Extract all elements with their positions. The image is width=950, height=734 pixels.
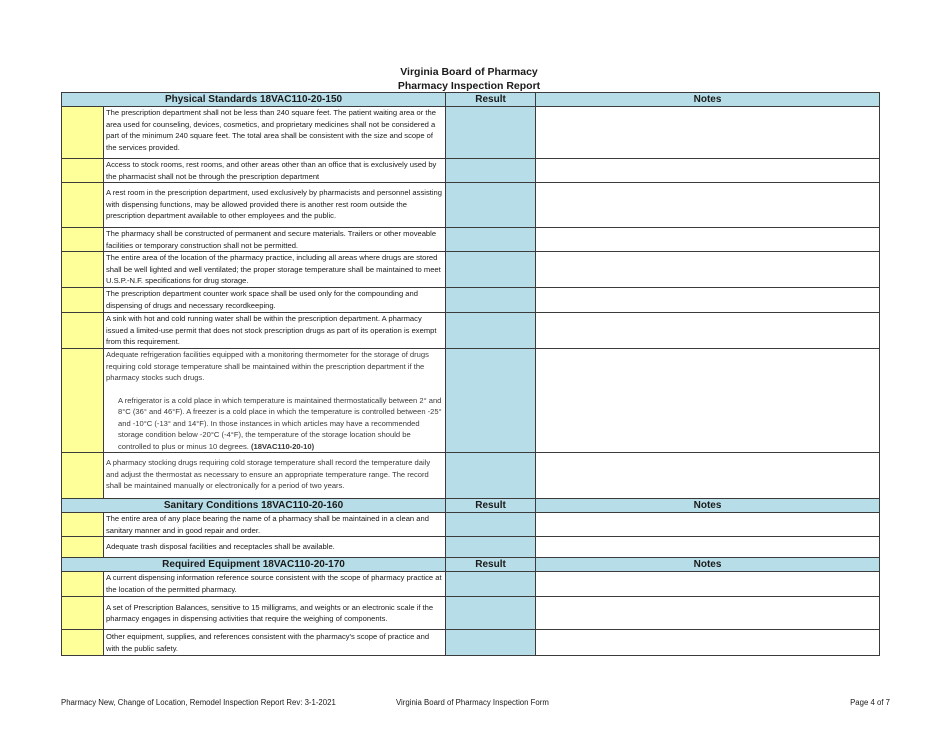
report-title: Virginia Board of Pharmacy — [400, 66, 538, 78]
result-cell[interactable] — [446, 453, 536, 499]
requirement-text: Adequate trash disposal facilities and receptacles shall be available. — [104, 537, 446, 558]
result-cell[interactable] — [446, 572, 536, 597]
report-subtitle: Pharmacy Inspection Report — [397, 80, 541, 92]
footer-page-number: Page 4 of 7 — [850, 698, 890, 707]
requirement-text: Adequate refrigeration facilities equipped with a monitoring thermometer for the storage of drugs requiring cold storage temperature shall be maintained within the prescription department if the pharmacy stocks such drugs. — [106, 350, 429, 382]
compliance-mark-cell[interactable] — [62, 630, 104, 656]
result-cell[interactable] — [446, 159, 536, 183]
compliance-mark-cell[interactable] — [62, 183, 104, 228]
table-row — [62, 107, 880, 159]
requirement-text: The prescription department counter work space shall be used only for the compounding and dispensing of drugs and necessary recordkeeping. — [104, 288, 446, 313]
notes-cell[interactable] — [536, 537, 880, 558]
table-row — [62, 288, 880, 313]
result-cell[interactable] — [446, 537, 536, 558]
section-title: Sanitary Conditions 18VAC110-20-160 — [62, 499, 446, 513]
requirement-text: A pharmacy stocking drugs requiring cold storage temperature shall record the temperature daily and adjust the thermostat as necessary to ensure an appropriate temperature range. The record shall be maintained manually or electronically for a period of two years. — [104, 453, 446, 499]
table-row — [62, 453, 880, 499]
notes-cell[interactable] — [536, 630, 880, 656]
compliance-mark-cell[interactable] — [62, 313, 104, 349]
table-row — [62, 252, 880, 288]
section-header-required-equipment — [62, 558, 880, 572]
table-row — [62, 630, 880, 656]
notes-cell[interactable] — [536, 313, 880, 349]
notes-cell[interactable] — [536, 159, 880, 183]
compliance-mark-cell[interactable] — [62, 349, 104, 453]
notes-cell[interactable] — [536, 572, 880, 597]
table-row — [62, 349, 880, 453]
refrigeration-requirement — [104, 349, 446, 453]
notes-cell[interactable] — [536, 107, 880, 159]
section-title: Required Equipment 18VAC110-20-170 — [62, 558, 446, 572]
citation: (18VAC110-20-10) — [250, 441, 315, 451]
notes-column-header: Notes — [536, 558, 880, 572]
footer-form-name: Virginia Board of Pharmacy Inspection Form — [396, 698, 549, 707]
requirement-text: The entire area of the location of the pharmacy practice, including all areas where drugs are stored shall be well lighted and well ventilated; the proper storage temperature shall be maintained to meet U.S.P.-N.F. specifications for drug storage. — [104, 252, 446, 288]
requirement-text: Other equipment, supplies, and references consistent with the pharmacy's scope of practice and with the public safety. — [104, 630, 446, 656]
result-cell[interactable] — [446, 228, 536, 252]
notes-cell[interactable] — [536, 288, 880, 313]
notes-cell[interactable] — [536, 228, 880, 252]
definition-text: A refrigerator is a cold place in which temperature is maintained thermostatically between 2° and 8°C (36° and 46°F). A freezer is a cold place in which the temperature is controlled between -25° and -10°C (-13° and 14°F). In those instances in which articles may have a recommended storage condition below -20°C (-4°F), the temperature of the storage location should be controlled to plus or minus 10 degrees. — [118, 395, 442, 451]
requirement-text: Access to stock rooms, rest rooms, and other areas other than an office that is exclusively used by the pharmacist shall not be through the prescription department — [104, 159, 446, 183]
compliance-mark-cell[interactable] — [62, 537, 104, 558]
compliance-mark-cell[interactable] — [62, 288, 104, 313]
compliance-mark-cell[interactable] — [62, 513, 104, 537]
table-row — [62, 313, 880, 349]
notes-column-header: Notes — [536, 499, 880, 513]
section-header-physical-standards — [62, 93, 880, 107]
result-column-header: Result — [446, 558, 536, 572]
result-cell[interactable] — [446, 288, 536, 313]
compliance-mark-cell[interactable] — [62, 228, 104, 252]
compliance-mark-cell[interactable] — [62, 107, 104, 159]
notes-column-header: Notes — [536, 93, 880, 107]
inspection-table — [61, 92, 880, 656]
result-column-header: Result — [446, 93, 536, 107]
footer-form-revision: Pharmacy New, Change of Location, Remodel Inspection Report Rev: 3-1-2021 — [61, 698, 336, 707]
compliance-mark-cell[interactable] — [62, 252, 104, 288]
result-cell[interactable] — [446, 252, 536, 288]
section-header-sanitary-conditions — [62, 499, 880, 513]
requirement-text: A set of Prescription Balances, sensitive to 15 milligrams, and weights or an electronic scale if the pharmacy engages in dispensing activities that require the weighing of components. — [104, 597, 446, 630]
requirement-text: A rest room in the prescription department, used exclusively by pharmacists and personnel assisting with dispensing functions, may be allowed provided there is another rest room outside the prescription department available to other employees and the public. — [104, 183, 446, 228]
notes-cell[interactable] — [536, 597, 880, 630]
result-cell[interactable] — [446, 630, 536, 656]
result-column-header: Result — [446, 499, 536, 513]
requirement-text: The entire area of any place bearing the name of a pharmacy shall be maintained in a clean and sanitary manner and in good repair and order. — [104, 513, 446, 537]
table-row — [62, 228, 880, 252]
requirement-text: A current dispensing information reference source consistent with the scope of pharmacy practice at the location of the permitted pharmacy. — [104, 572, 446, 597]
result-cell[interactable] — [446, 597, 536, 630]
compliance-mark-cell[interactable] — [62, 597, 104, 630]
notes-cell[interactable] — [536, 453, 880, 499]
compliance-mark-cell[interactable] — [62, 159, 104, 183]
compliance-mark-cell[interactable] — [62, 453, 104, 499]
notes-cell[interactable] — [536, 252, 880, 288]
requirement-text: The pharmacy shall be constructed of permanent and secure materials. Trailers or other moveable facilities or temporary construction shall not be permitted. — [104, 228, 446, 252]
section-title: Physical Standards 18VAC110-20-150 — [62, 93, 446, 107]
table-row — [62, 572, 880, 597]
table-row — [62, 513, 880, 537]
table-row — [62, 597, 880, 630]
result-cell[interactable] — [446, 313, 536, 349]
table-row — [62, 159, 880, 183]
notes-cell[interactable] — [536, 183, 880, 228]
notes-cell[interactable] — [536, 349, 880, 453]
refrigeration-definition — [106, 395, 443, 453]
table-row — [62, 537, 880, 558]
compliance-mark-cell[interactable] — [62, 572, 104, 597]
result-cell[interactable] — [446, 183, 536, 228]
notes-cell[interactable] — [536, 513, 880, 537]
result-cell[interactable] — [446, 349, 536, 453]
result-cell[interactable] — [446, 513, 536, 537]
requirement-text: The prescription department shall not be less than 240 square feet. The patient waiting area or the area used for counseling, devices, cosmetics, and proprietary medicines shall not be considered a part of the minimum 240 square feet. The total area shall be consistent with the size and scope of the services provided. — [104, 107, 446, 159]
result-cell[interactable] — [446, 107, 536, 159]
table-row — [62, 183, 880, 228]
requirement-text: A sink with hot and cold running water shall be within the prescription department. A pharmacy issued a limited-use permit that does not stock prescription drugs as part of its operation is exempt from this requirement. — [104, 313, 446, 349]
